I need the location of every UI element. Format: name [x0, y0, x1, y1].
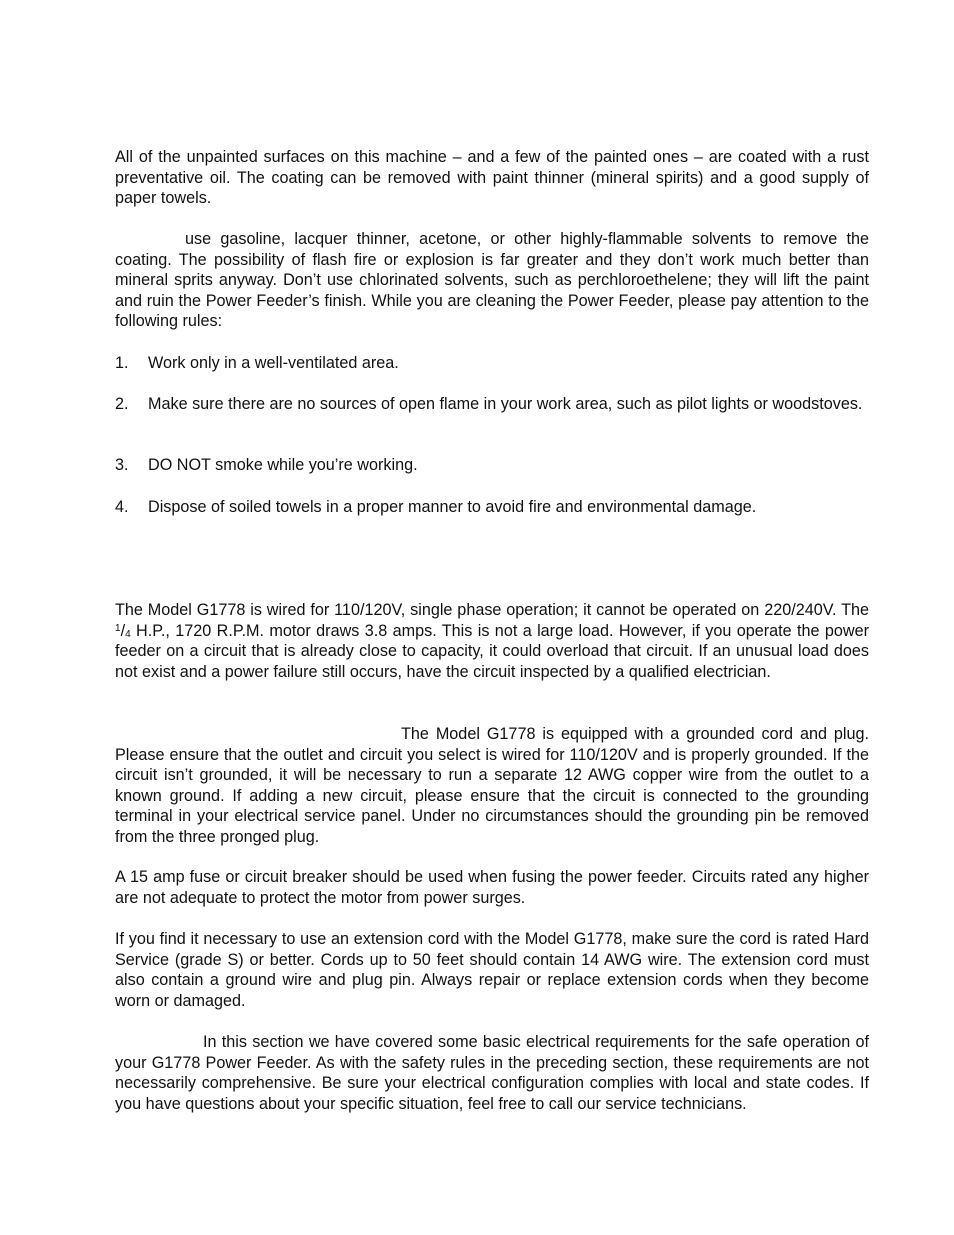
cleaning-warning-paragraph — [115, 229, 869, 332]
electrical-intro-text-b: H.P., 1720 R.P.M. motor draws 3.8 amps. This is not a large load. However, if you operate the power feeder on a circuit that is already close to capacity, it could overload that circuit. If an unusual load does not exist and a power failure still occurs, have the circuit inspected by a qualified electrician. — [115, 621, 869, 681]
cleaning-warning-text: use gasoline, lacquer thinner, acetone, or other highly-flammable solvents to remove the coating. The possibility of flash fire or explosion is far greater and they don’t work much better than mineral sprits anyway. Don’t use chlorinated solvents, such as perchloroethelene; they will lift the paint and ruin the Power Feeder’s finish. While you are cleaning the Power Feeder, please pay attention to the following rules: — [115, 230, 869, 331]
electrical-summary-text: In this section we have covered some basic electrical requirements for the safe operation of your G1778 Power Feeder. As with the safety rules in the preceding section, these requirements are not necessarily comprehensive. Be sure your electrical configuration complies with local and state codes. If you have questions about your specific situation, feel free to call our service technicians. — [115, 1033, 869, 1113]
electrical-intro-paragraph: The Model G1778 is wired for 110/120V, single phase operation; it cannot be operated on 220/240V. The $^1/_4$ H.P., 1720 R.P.M. motor draws 3.8 amps. This is not a large load. However, if you operate the power feeder on a circuit that is already close to capacity, it could overload that circuit. If an unusual load does not exist and a power failure still occurs, have the circuit inspected by a qualified electrician. — [115, 601, 869, 681]
list-item — [115, 455, 869, 476]
list-item-number: 1. — [115, 354, 129, 372]
list-item — [115, 497, 869, 518]
list-item — [115, 353, 869, 374]
list-item-number: 3. — [115, 456, 129, 474]
fraction-denominator: 4 — [125, 628, 131, 640]
electrical-intro-text-a: The Model G1778 is wired for 110/120V, single phase operation; it cannot be operated on 220/240V. The — [115, 601, 869, 619]
list-item-text: Dispose of soiled towels in a proper manner to avoid fire and environmental damage. — [148, 498, 757, 516]
grounding-paragraph — [115, 724, 869, 848]
list-item — [115, 394, 869, 415]
list-item-number: 4. — [115, 498, 129, 516]
grounding-text: The Model G1778 is equipped with a grounded cord and plug. Please ensure that the outlet and circuit you select is wired for 110/120V and is properly grounded. If the circuit isn’t grounded, it will be necessary to run a separate 12 AWG copper wire from the outlet to a known ground. If adding a new circuit, please ensure that the circuit is connected to the grounding terminal in your electrical service panel. Under no circumstances should the grounding pin be removed from the three pronged plug. — [115, 725, 869, 846]
fuse-paragraph: A 15 amp fuse or circuit breaker should be used when fusing the power feeder. Circuits rated any higher are not adequate to protect the motor from power surges. — [115, 868, 869, 907]
electrical-summary-paragraph — [115, 1032, 869, 1114]
extension-cord-paragraph: If you find it necessary to use an extension cord with the Model G1778, make sure the cord is rated Hard Service (grade S) or better. Cords up to 50 feet should contain 14 AWG wire. The extension cord must also contain a ground wire and plug pin. Always repair or replace extension cords when they become worn or damaged. — [115, 930, 869, 1010]
list-item-text: Make sure there are no sources of open flame in your work area, such as pilot lights or woodstoves. — [148, 395, 863, 413]
list-item-number: 2. — [115, 395, 129, 413]
list-item-text: Work only in a well-ventilated area. — [148, 354, 399, 372]
fraction-numerator: 1 — [115, 622, 121, 634]
list-item-text: DO NOT smoke while you’re working. — [148, 456, 418, 474]
cleaning-intro-paragraph: All of the unpainted surfaces on this machine – and a few of the painted ones – are coated with a rust preventative oil. The coating can be removed with paint thinner (mineral spirits) and a good supply of paper towels. — [115, 148, 869, 208]
